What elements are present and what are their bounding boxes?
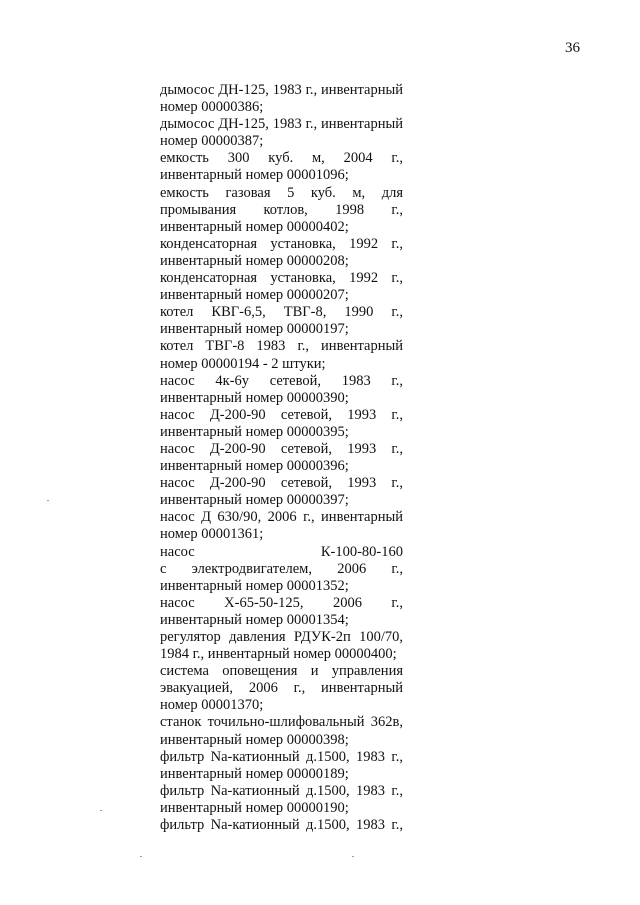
text-line: 1984 г., инвентарный номер 00000400; (160, 646, 397, 663)
text-line: инвентарный номер 00000207; (160, 287, 349, 304)
text-line: номер 00001361; (160, 526, 264, 543)
page-number: 36 (565, 40, 580, 56)
text-line: система оповещения и управления (160, 663, 403, 680)
text-line: насос 4к-6у сетевой, 1983 г., (160, 372, 403, 389)
text-line: инвентарный номер 00000190; (160, 799, 349, 816)
text-line: инвентарный номер 00000189; (160, 765, 349, 782)
text-line: фильтр Na-катионный д.1500, 1983 г., (160, 817, 403, 834)
text-line: инвентарный номер 00000197; (160, 321, 349, 338)
text-line: инвентарный номер 00001354; (160, 611, 349, 628)
text-line: насос Д-200-90 сетевой, 1993 г., (160, 475, 403, 492)
text-line: инвентарный номер 00000402; (160, 218, 349, 235)
text-line: инвентарный номер 00000390; (160, 389, 349, 406)
scan-speck (47, 500, 49, 501)
text-line: номер 00000194 - 2 штуки; (160, 355, 326, 372)
text-line: номер 00000387; (160, 133, 264, 150)
text-line: инвентарный номер 00001096; (160, 167, 349, 184)
text-line: насос Х-65-50-125, 2006 г., (160, 594, 403, 611)
text-line: инвентарный номер 00000397; (160, 492, 349, 509)
text-line: фильтр Na-катионный д.1500, 1983 г., (160, 748, 403, 765)
text-line: дымосос ДН-125, 1983 г., инвентарный (160, 116, 403, 133)
body-text-column (160, 82, 403, 834)
text-line: регулятор давления РДУК-2п 100/70, (160, 629, 403, 645)
text-line: дымосос ДН-125, 1983 г., инвентарный (160, 82, 403, 98)
text-line: с электродвигателем, 2006 г., (160, 560, 403, 577)
text-line: инвентарный номер 00000208; (160, 252, 349, 269)
text-line: насос Д-200-90 сетевой, 1993 г., (160, 406, 403, 423)
scan-speck (352, 856, 354, 857)
scan-speck (140, 856, 142, 857)
text-line: инвентарный номер 00000396; (160, 458, 349, 475)
text-line: инвентарный номер 00001352; (160, 577, 349, 594)
text-line: котел ТВГ-8 1983 г., инвентарный (160, 338, 403, 355)
text-line: емкость газовая 5 куб. м, для (160, 184, 403, 201)
scan-speck (100, 810, 102, 811)
text-line: инвентарный номер 00000395; (160, 423, 349, 440)
text-line: фильтр Na-катионный д.1500, 1983 г., (160, 782, 403, 799)
text-line: промывания котлов, 1998 г., (160, 201, 403, 218)
text-line: насос К-100-80-160 (160, 543, 403, 560)
text-line: станок точильно-шлифовальный 362в, (160, 714, 403, 731)
text-line: инвентарный номер 00000398; (160, 731, 349, 748)
text-line: номер 00000386; (160, 99, 264, 116)
text-line: котел КВГ-6,5, ТВГ-8, 1990 г., (160, 304, 403, 321)
text-line: эвакуацией, 2006 г., инвентарный (160, 680, 403, 697)
text-line: насос Д-200-90 сетевой, 1993 г., (160, 440, 403, 457)
text-line: емкость 300 куб. м, 2004 г., (160, 150, 403, 167)
text-line: насос Д 630/90, 2006 г., инвентарный (160, 509, 403, 526)
text-line: номер 00001370; (160, 697, 264, 714)
text-line: конденсаторная установка, 1992 г., (160, 235, 403, 252)
text-line: конденсаторная установка, 1992 г., (160, 270, 403, 287)
